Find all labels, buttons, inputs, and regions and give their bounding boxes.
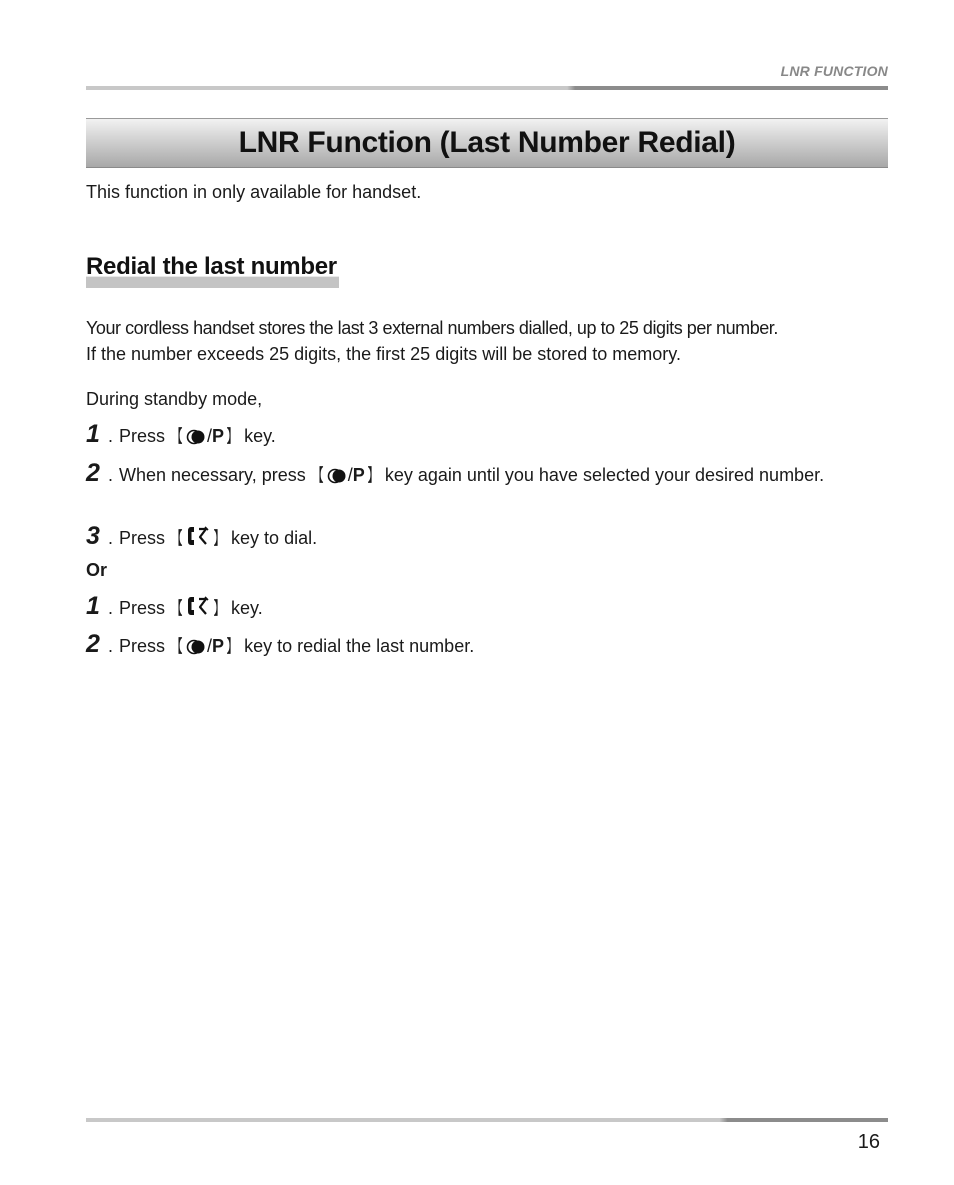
step-number: 3 [86,522,100,550]
step-b-1: 1 . Press 【 】 key. [86,594,263,624]
description-paragraph-2: If the number exceeds 25 digits, the first 25 digits will be stored to memory. [86,344,681,364]
step-number: 1 [86,592,100,620]
or-label: Or [86,560,108,580]
step-number: 2 [86,630,100,658]
running-header: LNR FUNCTION [780,63,888,79]
step-text-pre: Press [119,636,166,656]
step-text-post: key again until you have selected your desired number. [384,465,825,485]
header-rule [86,86,888,90]
step-text-pre: Press [119,426,166,446]
intro-text: This function in only available for handset. [86,182,422,202]
redial-circle-icon [327,466,347,491]
section-heading-bar [86,252,339,288]
step-text-post: key to redial the last number. [244,636,475,656]
step-number: 1 [86,420,100,448]
step-text-pre: Press [119,598,166,618]
page-title: LNR Function (Last Number Redial) [238,126,736,159]
step-number: 2 [86,459,100,487]
step-text-post: key. [244,426,276,446]
step-text-post: key to dial. [231,528,318,548]
step-text-pre: Press [119,528,166,548]
step-a-1: 1 . Press 【 /P 】 key. [86,422,276,452]
handset-talk-icon [186,595,210,624]
step-a-3: 3 . Press 【 】 key to dial. [86,524,317,554]
redial-key-letter: P [352,465,365,485]
standby-mode-text: During standby mode, [86,389,263,409]
title-bar [86,118,888,168]
step-text-pre: When necessary, press [119,465,306,485]
page-number: 16 [857,1131,880,1153]
footer-rule [86,1118,888,1122]
section-heading: Redial the last number [86,253,337,280]
step-a-2: 2 . When necessary, press 【 /P 】 key again until you have selected your desired number. [86,461,859,491]
handset-talk-icon [186,525,210,554]
description-paragraph-1: Your cordless handset stores the last 3 external numbers dialled, up to 25 digits per number. [86,318,778,338]
step-text-post: key. [231,598,263,618]
redial-key-letter: P [212,636,225,656]
redial-circle-icon [186,427,206,452]
step-b-2: 2 . Press 【 /P 】 key to redial the last number. [86,632,474,662]
redial-key-letter: P [212,426,225,446]
redial-circle-icon [186,637,206,662]
